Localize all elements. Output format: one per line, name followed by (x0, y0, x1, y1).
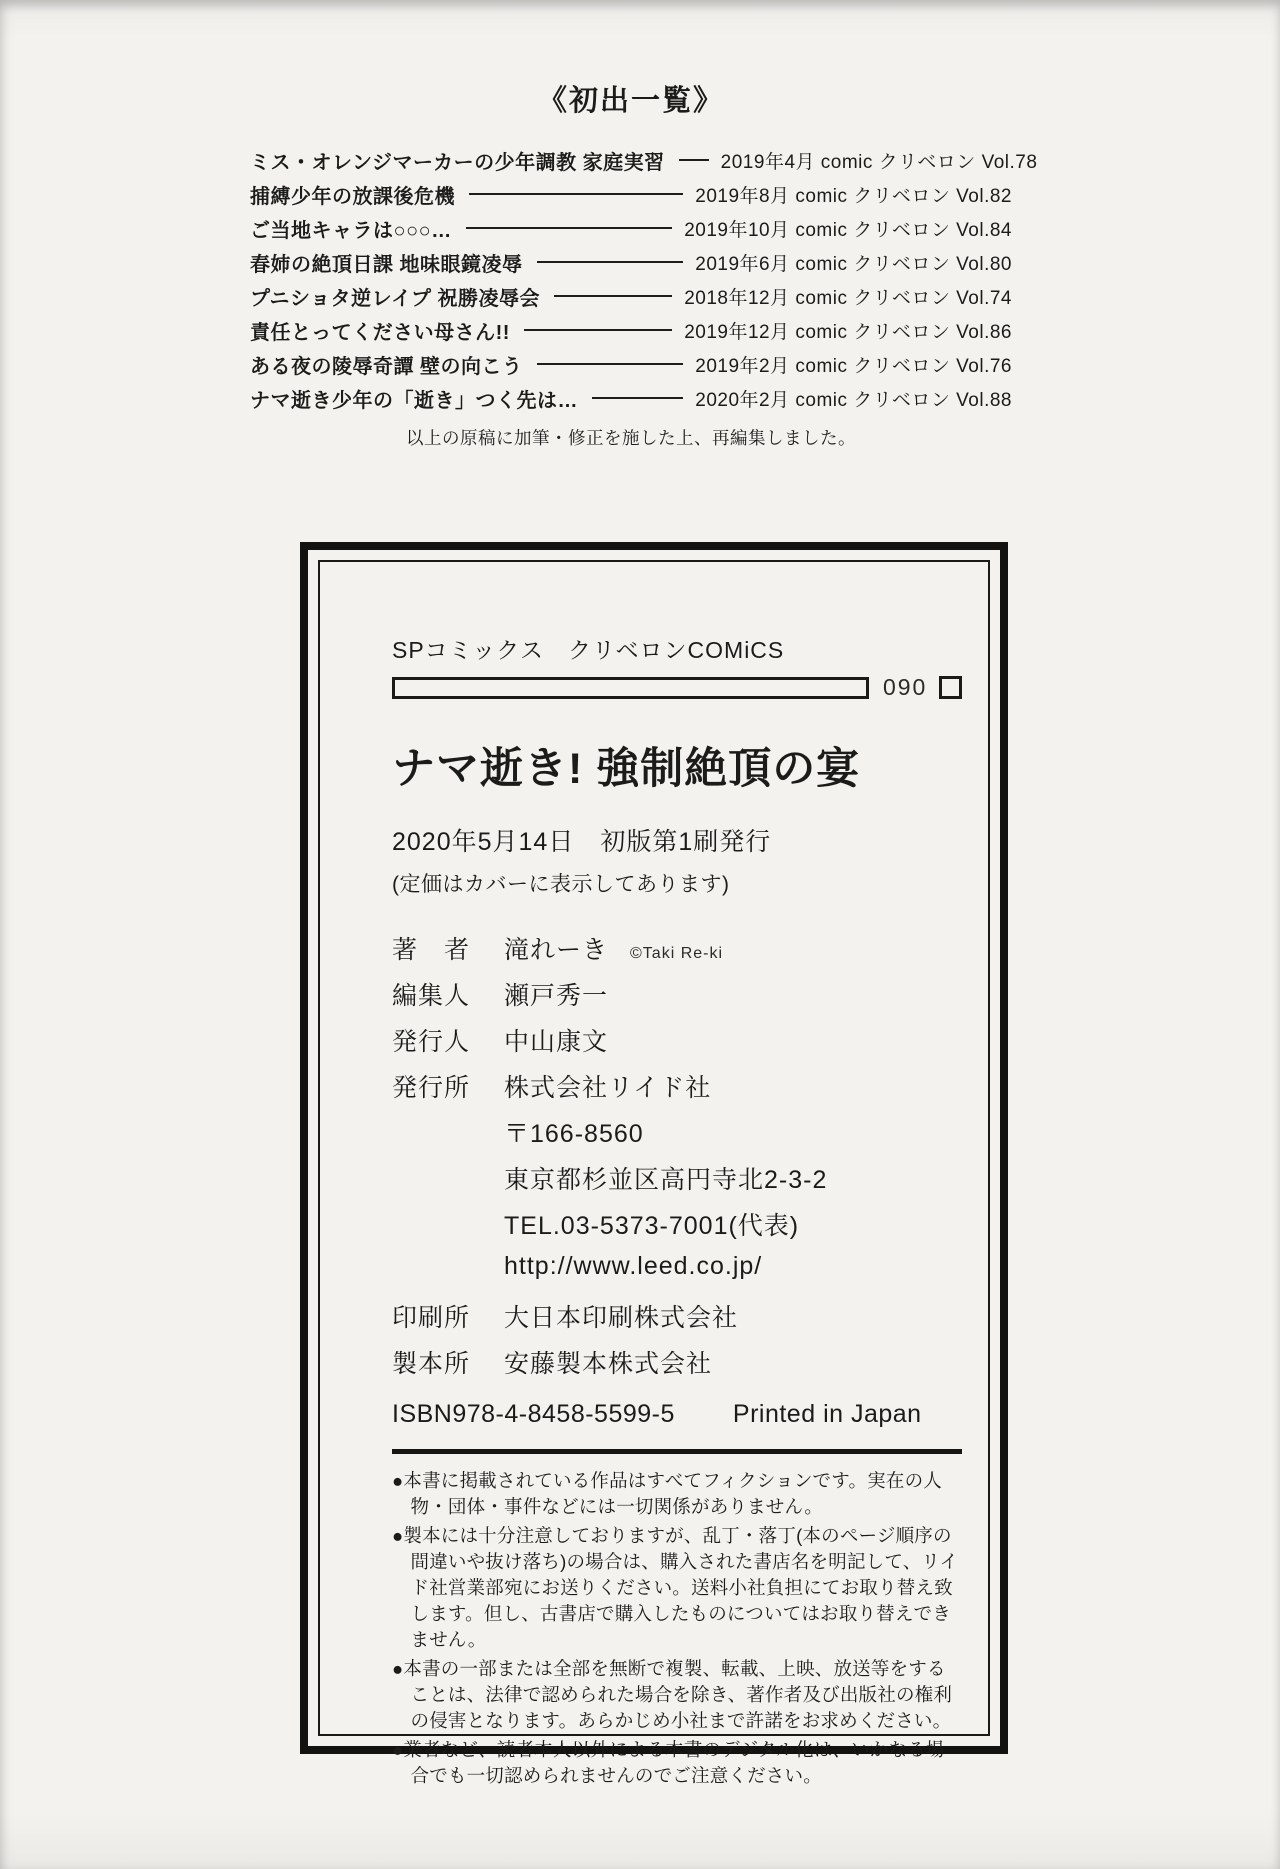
series-code: 090 (882, 674, 928, 700)
colophon-field (392, 1160, 962, 1206)
colophon-field (392, 1114, 962, 1160)
colophon-field (392, 1022, 962, 1068)
publication-source: 2020年2月 comic クリベロン Vol.88 (695, 389, 1012, 411)
field-value: 安藤製本株式会社 (504, 1350, 713, 1378)
leader-line (592, 397, 683, 399)
publication-source: 2019年6月 comic クリベロン Vol.80 (695, 253, 1012, 275)
publication-row (250, 143, 1038, 177)
isbn-number: ISBN978-4-8458-5599-5 (392, 1400, 675, 1428)
publisher-postal-code: 〒166-8560 (504, 1120, 644, 1148)
field-value: 株式会社リイド社 (504, 1074, 712, 1102)
leader-line (554, 295, 672, 297)
price-note: (定価はカバーに表示してあります) (392, 873, 730, 896)
publication-row (250, 177, 1012, 211)
field-label: 発行所 (392, 1074, 471, 1102)
leader-line (524, 329, 672, 331)
chapter-title: ご当地キャラは○○○… (250, 219, 452, 242)
publication-source: 2019年2月 comic クリベロン Vol.76 (695, 355, 1012, 377)
leader-line (679, 159, 709, 161)
chapter-title: 捕縛少年の放課後危機 (250, 185, 455, 208)
leader-line (537, 261, 684, 263)
notice-digitization: ●業者など、読者本人以外による本書のデジタル化は、いかなる場合でも一切認められませんのでご注意ください。 (392, 1739, 945, 1786)
publication-row (250, 313, 1012, 347)
publication-row (250, 245, 1012, 279)
colophon-box (300, 542, 1008, 1786)
publication-row (250, 347, 1012, 381)
notice-copyright: ●本書の一部または全部を無断で複製、転載、上映、放送等をすることは、法律で認められた場合を除き、著作者及び出版社の権利の侵害となります。あらかじめ小社まで許諾をお求めください。 (392, 1658, 953, 1731)
chapter-title: 春姉の絶頂日課 地味眼鏡凌辱 (250, 253, 523, 276)
colophon-field (392, 1068, 962, 1114)
publisher-address: 東京都杉並区高円寺北2-3-2 (504, 1166, 828, 1194)
chapter-title: ミス・オレンジマーカーの少年調教 家庭実習 (250, 151, 665, 174)
colophon-field (392, 1298, 962, 1344)
edition-date: 2020年5月14日 初版第1刷発行 (392, 828, 772, 856)
colophon-field (392, 1344, 962, 1390)
notice-fiction: ●本書に掲載されている作品はすべてフィクションです。実在の人物・団体・事件などには一切関係がありません。 (392, 1470, 942, 1517)
colophon-inner-frame (318, 560, 990, 1786)
leader-line (537, 363, 684, 365)
field-label: 発行人 (392, 1028, 471, 1056)
publisher-url: http://www.leed.co.jp/ (504, 1252, 763, 1280)
field-value: 瀬戸秀一 (504, 982, 609, 1010)
notice-binding: ●製本には十分注意しておりますが、乱丁・落丁(本のページ順序の間違いや抜け落ち)の場合は、購入された書店名を明記して、リイド社営業部宛にお送りください。送料小社負担にてお取り替え致します。但し、古書店で購入したものについてはお取り替えできません。 (392, 1525, 959, 1650)
publication-source: 2019年12月 comic クリベロン Vol.86 (684, 321, 1012, 343)
field-label: 著 者 (392, 936, 471, 964)
leader-line (469, 193, 683, 195)
publication-source: 2018年12月 comic クリベロン Vol.74 (684, 287, 1012, 309)
colophon-field (392, 1252, 962, 1298)
notice-divider (392, 1449, 962, 1454)
book-title: ナマ逝き! 強制絶頂の宴 (392, 745, 861, 793)
field-value: 中山康文 (504, 1028, 609, 1056)
printed-in-label: Printed in Japan (732, 1400, 922, 1428)
field-value: 滝れーき (504, 936, 609, 964)
colophon-field (392, 976, 962, 1022)
square-box-icon (939, 676, 962, 699)
publication-row (250, 381, 1012, 415)
blank-bar-icon (392, 677, 869, 699)
field-label: 編集人 (392, 982, 471, 1010)
publisher-phone: TEL.03-5373-7001(代表) (504, 1212, 800, 1240)
field-label: 印刷所 (392, 1304, 471, 1332)
first-publication-list (250, 78, 1038, 450)
colophon-field (392, 930, 962, 976)
publication-source: 2019年4月 comic クリベロン Vol.78 (720, 151, 1038, 173)
leader-line (466, 227, 672, 229)
publication-source: 2019年8月 comic クリベロン Vol.82 (695, 185, 1012, 207)
isbn-row (392, 1400, 962, 1429)
chapter-title: ある夜の陵辱奇譚 壁の向こう (250, 355, 523, 378)
colophon-field (392, 1206, 962, 1252)
publication-row (250, 279, 1012, 313)
chapter-title: ナマ逝き少年の「逝き」つく先は… (250, 389, 578, 412)
chapter-title: 責任とってください母さん!! (250, 321, 510, 344)
author-copyright: ©Taki Re-ki (630, 945, 724, 962)
code-row (392, 674, 962, 701)
republication-note: 以上の原稿に加筆・修正を施した上、再編集しました。 (406, 428, 856, 448)
field-label: 製本所 (392, 1350, 471, 1378)
publication-row (250, 211, 1012, 245)
first-publication-title: 《初出一覧》 (537, 85, 724, 117)
publication-source: 2019年10月 comic クリベロン Vol.84 (684, 219, 1012, 241)
series-name: SPコミックス クリベロンCOMiCS (392, 637, 785, 663)
chapter-title: プニショタ逆レイプ 祝勝凌辱会 (250, 287, 541, 310)
field-value: 大日本印刷株式会社 (504, 1304, 739, 1332)
